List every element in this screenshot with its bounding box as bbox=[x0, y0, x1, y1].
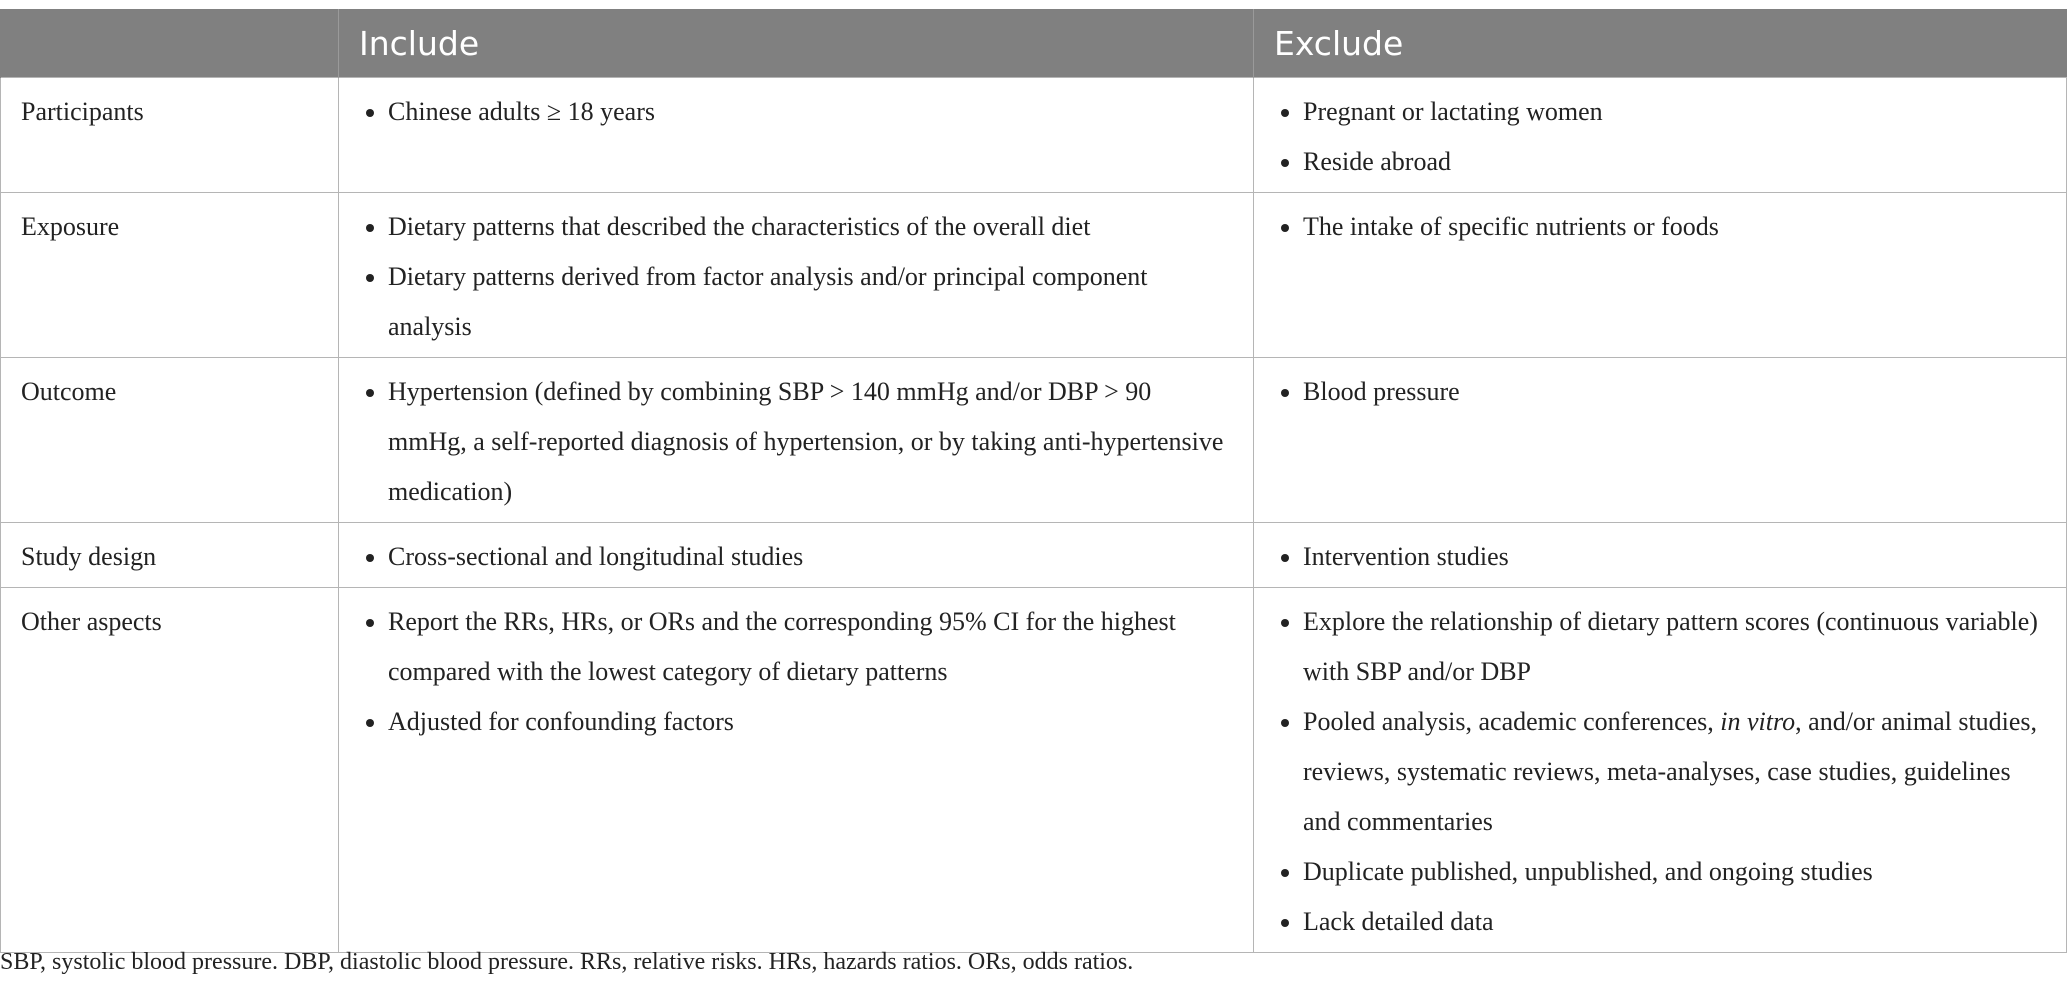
exclude-list bbox=[1274, 202, 2048, 252]
list-item: • Dietary patterns that described the characteristics of the overall diet bbox=[388, 202, 1235, 252]
list-item: • Adjusted for confounding factors bbox=[388, 697, 1235, 747]
list-item: • Chinese adults ≥ 18 years bbox=[388, 87, 1235, 137]
row-label: Outcome bbox=[1, 358, 339, 523]
list-item: • Pregnant or lactating women bbox=[1303, 87, 2048, 137]
list-item: • Explore the relationship of dietary pattern scores (continuous variable) with SBP and/or DBP bbox=[1303, 597, 2048, 697]
criteria-table bbox=[0, 9, 2067, 953]
list-item: • Lack detailed data bbox=[1303, 897, 2048, 947]
row-label: Other aspects bbox=[1, 588, 339, 953]
exclude-cell bbox=[1254, 523, 2067, 588]
include-list bbox=[359, 597, 1235, 747]
list-item-mixed bbox=[1303, 697, 2048, 847]
exclude-cell bbox=[1254, 358, 2067, 523]
header-row bbox=[1, 9, 2067, 78]
include-list bbox=[359, 367, 1235, 517]
exclude-cell bbox=[1254, 588, 2067, 953]
table-header bbox=[1, 9, 2067, 78]
include-cell bbox=[339, 588, 1254, 953]
header-include: Include bbox=[339, 9, 1254, 78]
exclude-list bbox=[1274, 87, 2048, 187]
mixed-text-after: , and/or animal studies, reviews, systematic reviews, meta-analyses, case studies, guidelines and commentaries bbox=[1303, 707, 2038, 836]
list-item: • The intake of specific nutrients or foods bbox=[1303, 202, 2048, 252]
include-cell bbox=[339, 193, 1254, 358]
table-row-study-design bbox=[1, 523, 2067, 588]
list-item: • Hypertension (defined by combining SBP > 140 mmHg and/or DBP > 90 mmHg, a self-reported diagnosis of hypertension, or by taking anti-hypertensive medication) bbox=[388, 367, 1235, 517]
row-label: Participants bbox=[1, 78, 339, 193]
include-list bbox=[359, 532, 1235, 582]
exclude-list bbox=[1274, 532, 2048, 582]
list-item: • Duplicate published, unpublished, and ongoing studies bbox=[1303, 847, 2048, 897]
include-list bbox=[359, 87, 1235, 137]
header-exclude: Exclude bbox=[1254, 9, 2067, 78]
include-cell bbox=[339, 358, 1254, 523]
exclude-list bbox=[1274, 597, 2048, 947]
table-row-participants bbox=[1, 78, 2067, 193]
include-cell bbox=[339, 523, 1254, 588]
table-row-exposure bbox=[1, 193, 2067, 358]
header-blank bbox=[1, 9, 339, 78]
row-label: Study design bbox=[1, 523, 339, 588]
include-list bbox=[359, 202, 1235, 352]
exclude-list bbox=[1274, 367, 2048, 417]
list-item: • Dietary patterns derived from factor analysis and/or principal component analysis bbox=[388, 252, 1235, 352]
table-row-outcome bbox=[1, 358, 2067, 523]
exclude-cell bbox=[1254, 193, 2067, 358]
row-label: Exposure bbox=[1, 193, 339, 358]
exclude-cell bbox=[1254, 78, 2067, 193]
table-row-other-aspects bbox=[1, 588, 2067, 953]
table-footnote: SBP, systolic blood pressure. DBP, diastolic blood pressure. RRs, relative risks. HRs, hazards ratios. ORs, odds ratios. bbox=[0, 949, 1134, 975]
mixed-text-before: Pooled analysis, academic conferences, bbox=[1303, 707, 1721, 736]
list-item: • Cross-sectional and longitudinal studies bbox=[388, 532, 1235, 582]
mixed-text-italic: in vitro bbox=[1720, 707, 1796, 736]
list-item: • Intervention studies bbox=[1303, 532, 2048, 582]
list-item: • Blood pressure bbox=[1303, 367, 2048, 417]
include-cell bbox=[339, 78, 1254, 193]
list-item: • Reside abroad bbox=[1303, 137, 2048, 187]
list-item: • Report the RRs, HRs, or ORs and the corresponding 95% CI for the highest compared with the lowest category of dietary patterns bbox=[388, 597, 1235, 697]
